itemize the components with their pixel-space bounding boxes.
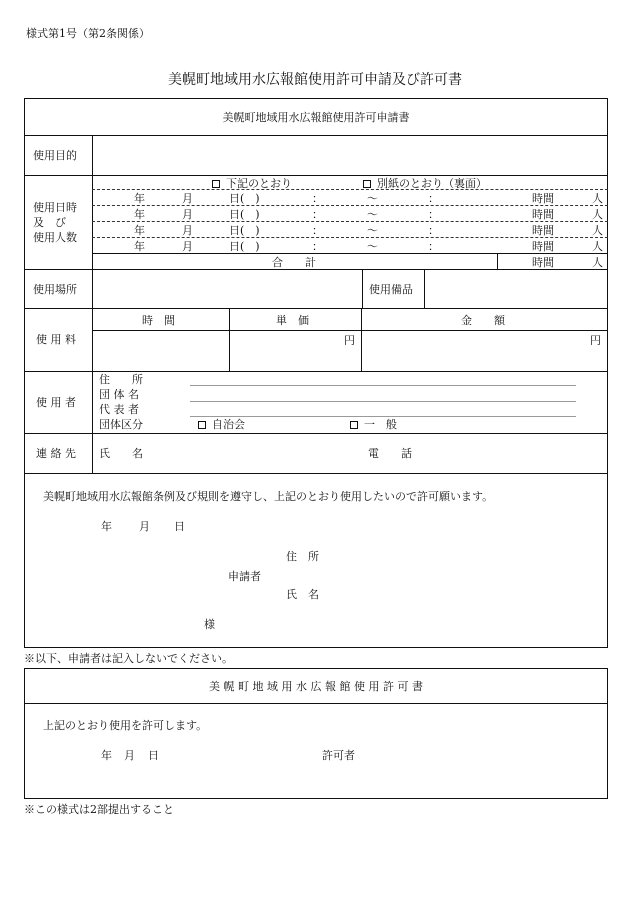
fee-amount-field[interactable]	[365, 334, 603, 366]
class-option-1[interactable]	[198, 419, 245, 430]
equipment-field[interactable]	[428, 273, 604, 303]
fee-label: 使 用 料	[36, 333, 76, 346]
checkbox-icon	[198, 421, 206, 429]
fee-time-field[interactable]	[96, 334, 224, 366]
form-number: 様式第1号（第2条関係）	[26, 27, 150, 40]
fee-unit-field[interactable]	[233, 334, 357, 366]
user-rep-label: 代 表 者	[99, 403, 139, 416]
option-below[interactable]	[212, 178, 292, 189]
checkbox-icon	[363, 180, 371, 188]
page-title: 美幌町地域用水広報館使用許可申請及び許可書	[168, 72, 462, 88]
permit-date-day: 日	[148, 749, 159, 762]
applicant-address-label: 住 所	[286, 550, 319, 563]
option-back[interactable]	[363, 178, 487, 189]
total-people: 人	[592, 256, 603, 269]
permit-text: 上記のとおり使用を許可します。	[43, 719, 208, 732]
total-label: 合 計	[272, 256, 316, 269]
applicant-name-label: 氏 名	[286, 588, 319, 601]
statement-text: 美幌町地域用水広報館条例及び規則を遵守し、上記のとおり使用したいので許可願います。	[43, 490, 494, 503]
schedule-label-3: 使用人数	[33, 231, 77, 244]
user-address-label: 住 所	[99, 373, 143, 386]
user-rep-field[interactable]	[190, 416, 576, 417]
permit-date-year: 年	[101, 749, 112, 762]
amount-yen: 円	[590, 334, 601, 347]
place-field[interactable]	[96, 273, 358, 303]
contact-phone-field[interactable]	[420, 440, 600, 466]
contact-phone-label: 電 話	[368, 447, 412, 460]
honorific-sama: 様	[204, 618, 215, 631]
user-label: 使 用 者	[36, 396, 76, 409]
application-date-day: 日	[174, 520, 185, 533]
user-class-label: 団体区分	[99, 418, 143, 431]
contact-label: 連 絡 先	[36, 447, 76, 460]
note-below: ※以下、申請者は記入しないでください。	[24, 652, 233, 665]
user-org-field[interactable]	[190, 401, 576, 402]
applicant-label: 申請者	[228, 570, 261, 583]
fee-col-unit: 単 価	[276, 314, 309, 327]
user-org-label: 団 体 名	[99, 388, 139, 401]
schedule-label-1: 使用日時	[33, 201, 77, 214]
user-address-field[interactable]	[190, 385, 576, 386]
checkbox-icon	[350, 421, 358, 429]
application-header: 美幌町地域用水広報館使用許可申請書	[222, 111, 410, 124]
footer-note: ※この様式は2部提出すること	[24, 803, 174, 816]
class-option-2-label: 一 般	[364, 418, 397, 431]
checkbox-icon	[212, 180, 220, 188]
purpose-label: 使用目的	[33, 149, 77, 162]
fee-col-time: 時 間	[142, 314, 175, 327]
total-hours: 時間	[532, 256, 554, 269]
equipment-label: 使用備品	[369, 283, 413, 296]
permit-header: 美 幌 町 地 域 用 水 広 報 館 使 用 許 可 書	[209, 680, 423, 693]
option-back-label: 別紙のとおり（裏面）	[377, 177, 487, 190]
contact-name-field[interactable]	[150, 440, 350, 466]
permit-date-month: 月	[124, 749, 135, 762]
purpose-field[interactable]	[96, 140, 604, 170]
application-date-year: 年	[101, 520, 112, 533]
contact-name-label: 氏 名	[99, 447, 143, 460]
option-below-label: 下記のとおり	[226, 177, 292, 190]
unit-yen: 円	[344, 334, 355, 347]
schedule-label-2: 及 び	[33, 216, 66, 229]
permitter-label: 許可者	[322, 749, 355, 762]
class-option-1-label: 自治会	[212, 418, 245, 431]
application-date-month: 月	[139, 520, 150, 533]
class-option-2[interactable]	[350, 419, 397, 430]
place-label: 使用場所	[33, 283, 77, 296]
fee-col-amount: 金 額	[461, 314, 505, 327]
